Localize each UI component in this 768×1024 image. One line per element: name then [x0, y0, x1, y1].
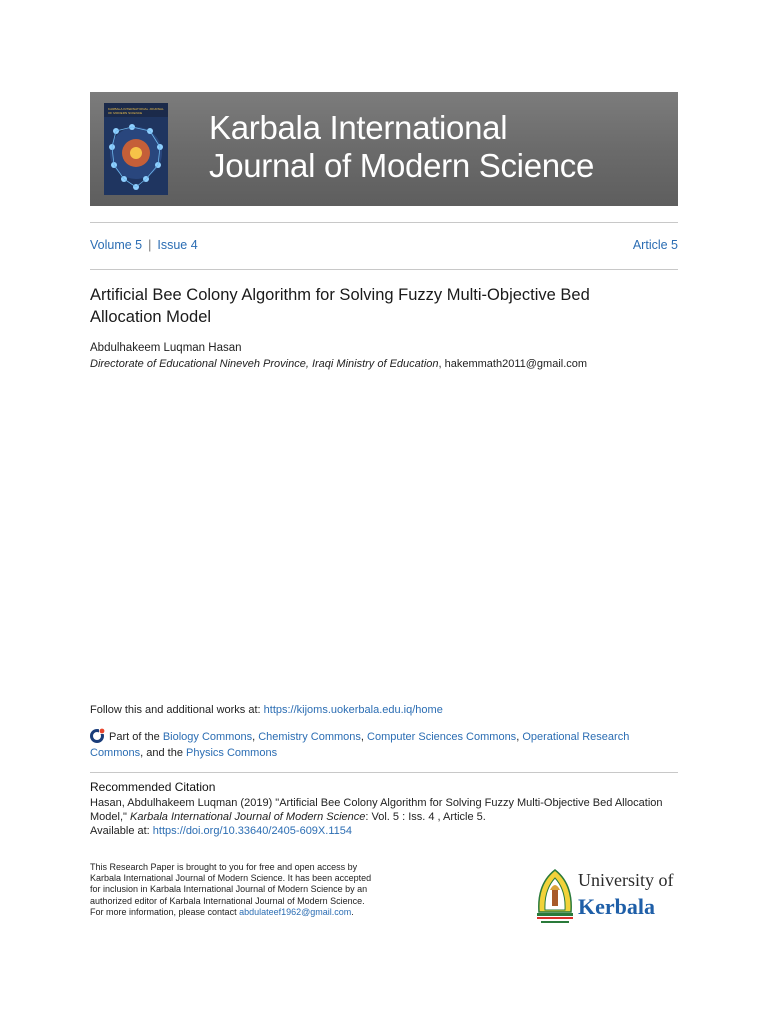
- journal-title: [209, 109, 594, 185]
- cover-molecule-art: [104, 117, 168, 195]
- operational-research-commons-link[interactable]: Operational Research Commons: [90, 731, 630, 759]
- divider-meta: [90, 269, 678, 270]
- open-access-notice: [90, 862, 380, 918]
- available-label: Available at:: [90, 825, 153, 837]
- citation-main: Hasan, Abdulhakeem Luqman (2019) "Artificial Bee Colony Algorithm for Solving Fuzzy Multi-Objective Bed Allocation Model,": [90, 797, 663, 823]
- citation-volume: : Vol. 5 : Iss. 4 , Article 5.: [365, 811, 486, 823]
- university-logo: [533, 866, 683, 930]
- citation-journal: Karbala International Journal of Modern Science: [129, 811, 366, 823]
- logo-line2: Kerbala: [578, 894, 655, 919]
- doi-link[interactable]: https://doi.org/10.33640/2405-609X.1154: [152, 825, 352, 837]
- follow-text: Follow this and additional works at:: [90, 704, 264, 716]
- paper-title: Artificial Bee Colony Algorithm for Solving Fuzzy Multi-Objective Bed Allocation Model: [90, 286, 590, 326]
- computer-sciences-commons-link[interactable]: Computer Sciences Commons: [367, 731, 517, 743]
- article-link[interactable]: Article 5: [632, 238, 678, 252]
- part-of-commons: [90, 727, 678, 761]
- journal-cover-image: [104, 103, 168, 195]
- journal-banner: [90, 92, 678, 206]
- follow-line: [90, 704, 443, 716]
- notice-end: .: [351, 906, 354, 917]
- commons-and: , and the: [140, 747, 186, 759]
- cover-title: KARBALA INTERNATIONAL JOURNAL OF MODERN SCIENCE: [108, 107, 164, 115]
- commons-sep-1: ,: [252, 731, 259, 743]
- author-name: Abdulhakeem Luqman Hasan: [90, 342, 242, 354]
- part-of-prefix: Part of the: [109, 731, 163, 743]
- biology-commons-link[interactable]: Biology Commons: [162, 731, 253, 743]
- issue-meta: [90, 238, 678, 252]
- volume-link[interactable]: Volume 5: [90, 238, 143, 252]
- author-affiliation: [90, 358, 587, 370]
- recommended-citation-heading: Recommended Citation: [90, 780, 216, 794]
- divider-top: [90, 222, 678, 223]
- affiliation-text: Directorate of Educational Nineveh Province, Iraqi Ministry of Education: [90, 358, 439, 370]
- issue-link[interactable]: Issue 4: [157, 238, 198, 252]
- university-emblem-icon: [533, 866, 577, 928]
- logo-line1: University of: [578, 870, 674, 890]
- commons-sep-3: ,: [516, 731, 523, 743]
- notice-text: This Research Paper is brought to you for free and open access by Karbala International Journal of Modern Science. It has been accepted for inclusion in Karbala International Journal of Modern Science by an authorized editor of Karbala International Journal of Modern Science. For more information, please contact: [90, 862, 372, 917]
- commons-sep-2: ,: [360, 731, 368, 743]
- repository-link[interactable]: https://kijoms.uokerbala.edu.iq/home: [263, 704, 443, 716]
- divider-citation: [90, 772, 678, 773]
- citation-text: [90, 796, 682, 838]
- chemistry-commons-link[interactable]: Chemistry Commons: [258, 731, 361, 743]
- journal-title-line2: Journal of Modern Science: [209, 147, 595, 184]
- contact-email-link[interactable]: abdulateef1962@gmail.com: [239, 906, 352, 917]
- digital-commons-icon: [90, 727, 106, 743]
- author-email: , hakemmath2011@gmail.com: [438, 358, 588, 370]
- meta-separator: |: [148, 238, 152, 252]
- journal-title-line1: Karbala International: [209, 109, 508, 146]
- physics-commons-link[interactable]: Physics Commons: [186, 747, 278, 759]
